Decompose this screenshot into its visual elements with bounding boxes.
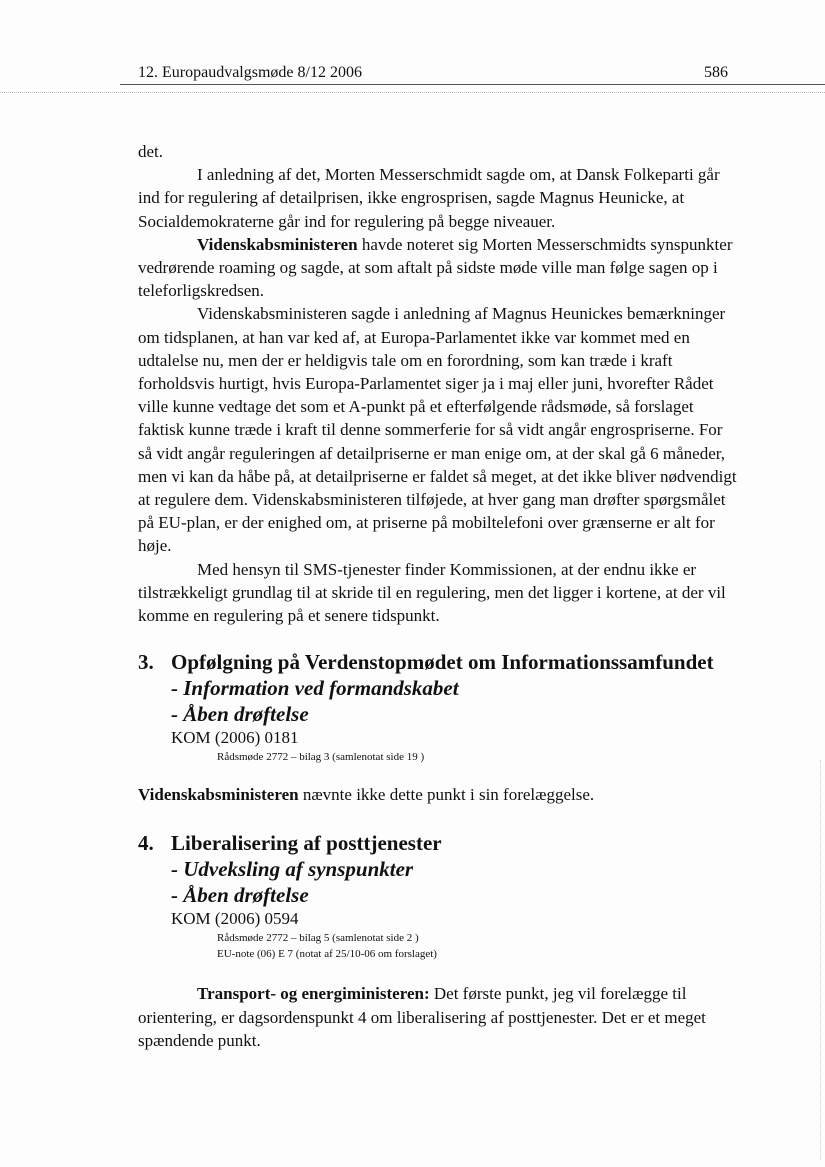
section-subheading: - Information ved formandskabet (171, 676, 459, 701)
header-rule (120, 84, 825, 85)
paragraph-text: havde noteret sig Morten Messerschmidts synspunkter vedrørende roaming og sagde, at som aftalt på sidste møde ville man følge sagen op i teleforligskredsen. (138, 234, 733, 301)
section-subheading: - Åben drøftelse (171, 883, 309, 908)
kom-reference: KOM (2006) 0181 (171, 728, 299, 748)
paragraph (138, 783, 738, 806)
document-body (138, 140, 738, 1052)
paragraph: Videnskabsministeren sagde i anledning af Magnus Heunickes bemærkninger om tidsplanen, at han var ked af, at Europa-Parlamentet ikke var kommet med en udtalelse nu, men der er heldigvis tale om en forordning, som kan træde i kraft forholdsvis hurtigt, hvis Europa-Parlamentet siger ja i maj eller juni, hvorefter Rådet ville kunne vedtage det som et A-punkt på et efterfølgende rådsmøde, så forslaget faktisk kunne træde i kraft til denne sommerferie for så vidt angår engrospriserne. For så vidt angår reguleringen af detailpriserne er man enige om, at der skal gå 6 måneder, men vi kan da håbe på, at detailpriserne er faldet så meget, at det ikke bliver nødvendigt at regulere dem. Videnskabsministeren tilføjede, at hver gang man drøfter spørgsmålet på EU-plan, er der enighed om, at priserne på mobiltelefoni over grænserne er alt for høje. (138, 304, 737, 556)
speaker-name: Videnskabsministeren (138, 785, 299, 805)
paragraph: Med hensyn til SMS-tjenester finder Kommissionen, at der endnu ikke er tilstrækkeligt grundlag til at skride til en regulering, men det ligger i kortene, at der vil komme en regulering på et senere tidspunkt. (138, 559, 726, 626)
paragraph: I anledning af det, Morten Messerschmidt sagde om, at Dansk Folkeparti går ind for regulering af detailprisen, ikke engrosprisen, sagde Magnus Heunicke, at Socialdemokraterne går ind for regulering på begge niveauer. (138, 165, 720, 231)
page-number: 586 (704, 64, 728, 81)
speaker-name: Videnskabsministeren (197, 234, 358, 254)
document-reference: EU-note (06) E 7 (notat af 25/10-06 om forslaget) (217, 948, 437, 961)
paragraph (138, 233, 738, 303)
paragraph (138, 982, 738, 1052)
kom-reference: KOM (2006) 0594 (171, 909, 299, 929)
meeting-title: 12. Europaudvalgsmøde 8/12 2006 (138, 64, 362, 81)
section-title: Opfølgning på Verdenstopmødet om Informationssamfundet (171, 650, 714, 675)
speaker-name: Transport- og energiministeren: (197, 984, 430, 1004)
paragraph: det. (138, 142, 164, 161)
section-4-heading (138, 830, 738, 856)
document-reference: Rådsmøde 2772 – bilag 3 (samlenotat side 19 ) (217, 751, 425, 764)
section-subheading: - Udveksling af synspunkter (171, 857, 414, 882)
section-number: 4. (138, 831, 154, 856)
section-title: Liberalisering af posttjenester (171, 831, 442, 856)
section-subheading: - Åben drøftelse (171, 702, 309, 727)
scan-line (0, 92, 825, 93)
section-number: 3. (138, 650, 154, 675)
scan-edge (820, 760, 821, 1160)
paragraph-text: Det første punkt, jeg vil forelægge til orientering, er dagsordenspunkt 4 om liberalisering af posttjenester. Det er et meget spændende punkt. (138, 984, 706, 1050)
paragraph-text: nævnte ikke dette punkt i sin forelæggelse. (298, 785, 595, 805)
section-3-heading (138, 649, 738, 675)
document-reference: Rådsmøde 2772 – bilag 5 (samlenotat side 2 ) (217, 932, 419, 945)
